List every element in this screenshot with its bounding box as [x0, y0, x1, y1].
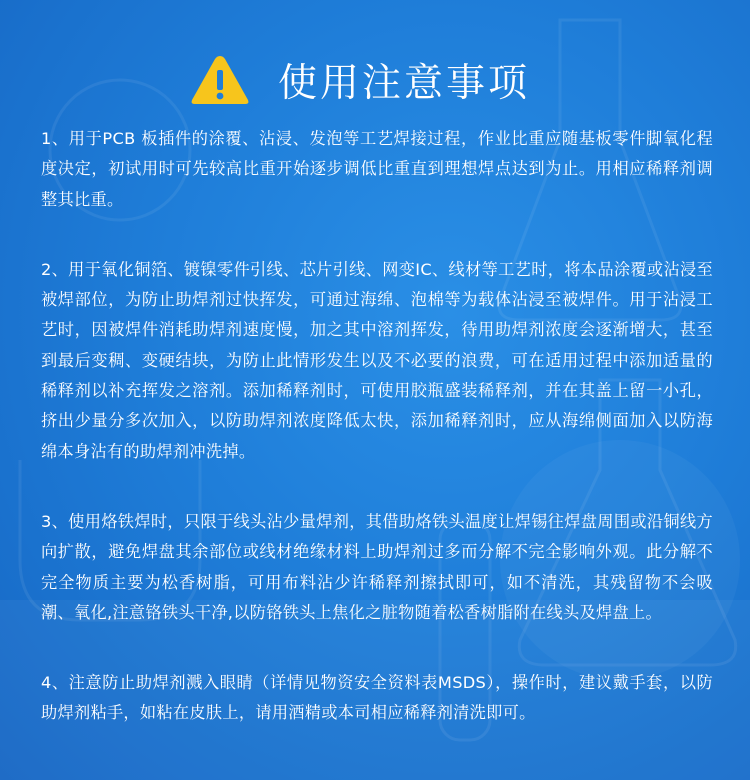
warning-triangle-icon	[190, 53, 250, 107]
page-title: 使用注意事项	[277, 61, 530, 106]
notice-paragraph: 2、用于氧化铜箔、镀镍零件引线、芯片引线、网变IC、线材等工艺时，将本品涂覆或沾浸至被焊部位，为防止助焊剂过快挥发，可通过海绵、泡棉等为载体沾浸至被焊件。用于沾浸工艺时，因被焊件消耗助焊剂速度慢，加之其中溶剂挥发，待用助焊剂浓度会逐渐增大，甚至到最后变稠、变硬结块，为防止此情形发生以及不必要的浪费，可在适用过程中添加适量的稀释剂以补充挥发之溶剂。添加稀释剂时，可使用胶瓶盛装稀释剂，并在其盖上留一小孔，挤出少量分多次加入，以防助焊剂浓度降低太快，添加稀释剂时，应从海绵侧面加入以防海绵本身沾有的助焊剂冲洗掉。	[41, 259, 713, 461]
notice-paragraph: 3、使用烙铁焊时，只限于线头沾少量焊剂，其借助烙铁头温度让焊锡往焊盘周围或沿铜线方向扩散，避免焊盘其余部位或线材绝缘材料上助焊剂过多而分解不完全影响外观。此分解不完全物质主要为松香树脂，可用布料沾少许稀释剂擦拭即可，如不清洗，其残留物不会吸潮、氧化,注意铬铁头干净,以防铬铁头上焦化之脏物随着松香树脂附在线头及焊盘上。	[41, 511, 713, 622]
notice-content	[41, 124, 713, 769]
header	[0, 40, 750, 120]
notice-paragraph: 4、注意防止助焊剂溅入眼睛（详情见物资安全资料表MSDS），操作时，建议戴手套，以防助焊剂粘手，如粘在皮肤上，请用酒精或本司相应稀释剂清洗即可。	[41, 673, 713, 723]
notice-paragraph: 1、用于PCB 板插件的涂覆、沾浸、发泡等工艺焊接过程，作业比重应随基板零件脚氧化程度决定，初试用时可先较高比重开始逐步调低比重直到理想焊点达到为止。用相应稀释剂调整其比重。	[41, 129, 713, 209]
